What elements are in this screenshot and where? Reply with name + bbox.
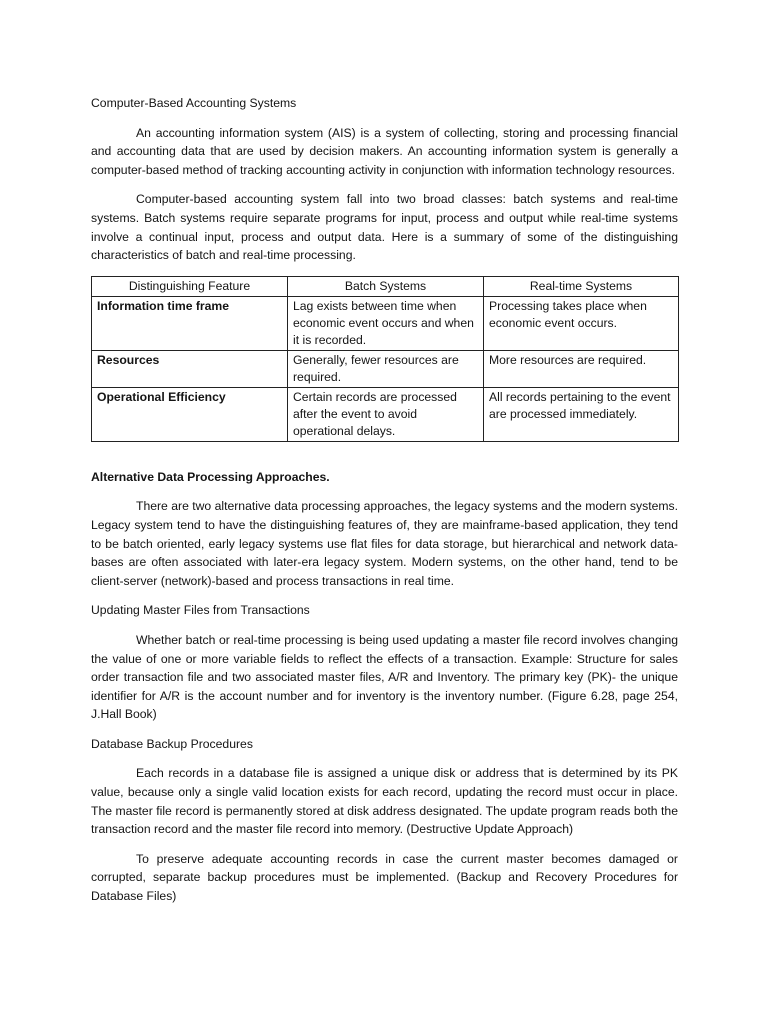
realtime-cell: Processing takes place when economic event occurs.	[484, 296, 679, 350]
feature-cell: Operational Efficiency	[92, 387, 288, 441]
paragraph: Each records in a database file is assigned a unique disk or address that is determined by its PK value, because only a single valid location exists for each record, updating the record must occur in place. The master file record is permanently stored at disk address designated. The update program reads both the transaction record and the master file record into memory. (Destructive Update Approach)	[91, 766, 678, 837]
batch-cell: Certain records are processed after the event to avoid operational delays.	[288, 387, 484, 441]
batch-cell: Generally, fewer resources are required.	[288, 350, 484, 387]
section-heading-adpa: Alternative Data Processing Approaches.	[91, 469, 330, 484]
table-row	[92, 350, 679, 387]
paragraph: An accounting information system (AIS) is a system of collecting, storing and processing financial and accounting data that are used by decision makers. An accounting information system is generally a computer-based method of tracking accounting activity in conjunction with information technology resources.	[91, 125, 678, 177]
paragraph: Whether batch or real-time processing is being used updating a master file record involves changing the value of one or more variable fields to reflect the effects of a transaction. Example: Structure for sales order transaction file and two associated master files, A/R and Inventory. The primary key (PK)- the unique identifier for A/R is the account number and for inventory is the inventory number. (Figure 6.28, page 254, J.Hall Book)	[91, 632, 678, 722]
feature-cell: Information time frame	[92, 296, 288, 350]
column-header: Real-time Systems	[484, 276, 679, 296]
comparison-table	[91, 276, 679, 442]
table-row	[92, 387, 679, 441]
realtime-cell: More resources are required.	[484, 350, 679, 387]
paragraph: Computer-based accounting system fall into two broad classes: batch systems and real-time systems. Batch systems require separate programs for input, process and output while real-time systems involve a continual input, process and output data. Here is a summary of some of the distinguishing characteristics of batch and real-time processing.	[91, 192, 678, 263]
table-row	[92, 296, 679, 350]
section-heading-cbas: Computer-Based Accounting Systems	[91, 96, 297, 110]
section-heading-dbp: Database Backup Procedures	[91, 736, 253, 751]
section-heading-umf: Updating Master Files from Transactions	[91, 603, 310, 618]
table-header-row	[92, 276, 679, 296]
feature-cell: Resources	[92, 350, 288, 387]
column-header: Batch Systems	[288, 276, 484, 296]
realtime-cell: All records pertaining to the event are processed immediately.	[484, 387, 679, 441]
batch-cell: Lag exists between time when economic event occurs and when it is recorded.	[288, 296, 484, 350]
paragraph: There are two alternative data processing approaches, the legacy systems and the modern systems. Legacy system tend to have the distinguishing features of, they are mainframe-based application, they tend to be batch oriented, early legacy systems use flat files for data storage, but hierarchical and network data-bases are often associated with later-era legacy system. Modern systems, on the other hand, tend to be client-server (network)-based and process transactions in real time.	[91, 499, 678, 588]
paragraph: To preserve adequate accounting records in case the current master becomes damaged or corrupted, separate backup procedures must be implemented. (Backup and Recovery Procedures for Database Files)	[91, 851, 678, 904]
column-header: Distinguishing Feature	[92, 276, 288, 296]
document-page	[91, 94, 678, 917]
